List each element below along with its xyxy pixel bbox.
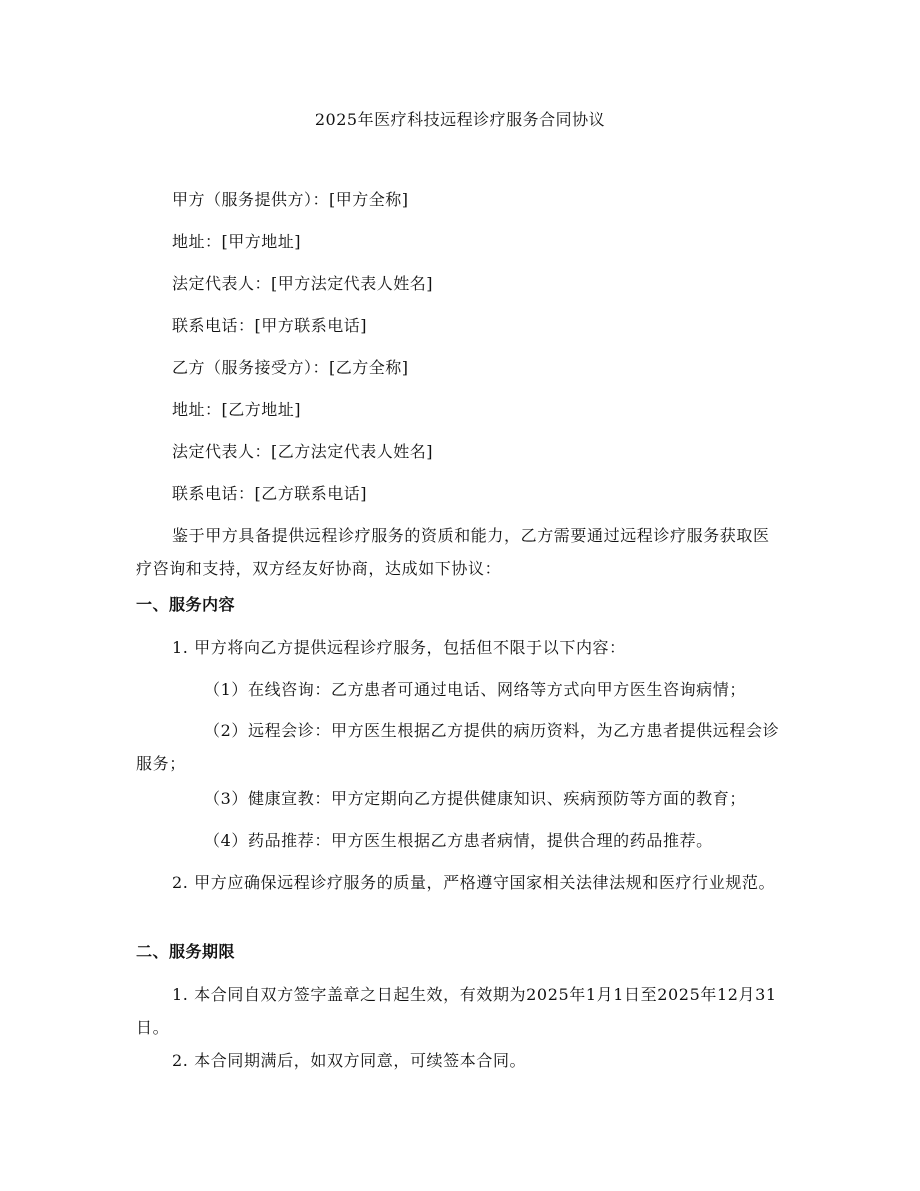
clause-2-2: 2. 本合同期满后，如双方同意，可续签本合同。	[172, 1051, 527, 1070]
clause-1-1-sub-2: （2）远程会诊：甲方医生根据乙方提供的病历资料，为乙方患者提供远程会诊服务；	[136, 721, 780, 773]
party-a-representative: 法定代表人：[甲方法定代表人姓名]	[172, 274, 433, 293]
clause-1-1-sub-3: （3）健康宣教：甲方定期向乙方提供健康知识、疾病预防等方面的教育；	[204, 789, 746, 808]
clause-2-1: 1. 本合同自双方签字盖章之日起生效，有效期为2025年1月1日至2025年12月31日。	[136, 985, 777, 1037]
party-b-representative: 法定代表人：[乙方法定代表人姓名]	[172, 442, 433, 461]
party-a-phone: 联系电话：[甲方联系电话]	[172, 316, 367, 335]
clause-1-1: 1. 甲方将向乙方提供远程诊疗服务，包括但不限于以下内容：	[172, 638, 626, 657]
party-b-address: 地址：[乙方地址]	[172, 400, 301, 419]
clause-1-1-sub-4: （4）药品推荐：甲方医生根据乙方患者病情，提供合理的药品推荐。	[204, 831, 713, 850]
party-a-address: 地址：[甲方地址]	[172, 232, 301, 251]
section-heading-service-term: 二、服务期限	[136, 942, 236, 961]
section-heading-service-content: 一、服务内容	[136, 595, 236, 614]
party-a-name: 甲方（服务提供方）：[甲方全称]	[172, 190, 409, 209]
clause-1-2: 2. 甲方应确保远程诊疗服务的质量，严格遵守国家相关法律法规和医疗行业规范。	[172, 873, 776, 892]
party-b-phone: 联系电话：[乙方联系电话]	[172, 484, 367, 503]
preamble-paragraph: 鉴于甲方具备提供远程诊疗服务的资质和能力，乙方需要通过远程诊疗服务获取医疗咨询和支持，双方经友好协商，达成如下协议：	[136, 526, 770, 578]
document-title: 2025年医疗科技远程诊疗服务合同协议	[314, 110, 606, 129]
clause-1-1-sub-1: （1）在线咨询：乙方患者可通过电话、网络等方式向甲方医生咨询病情；	[204, 680, 746, 699]
party-b-name: 乙方（服务接受方）：[乙方全称]	[172, 358, 409, 377]
